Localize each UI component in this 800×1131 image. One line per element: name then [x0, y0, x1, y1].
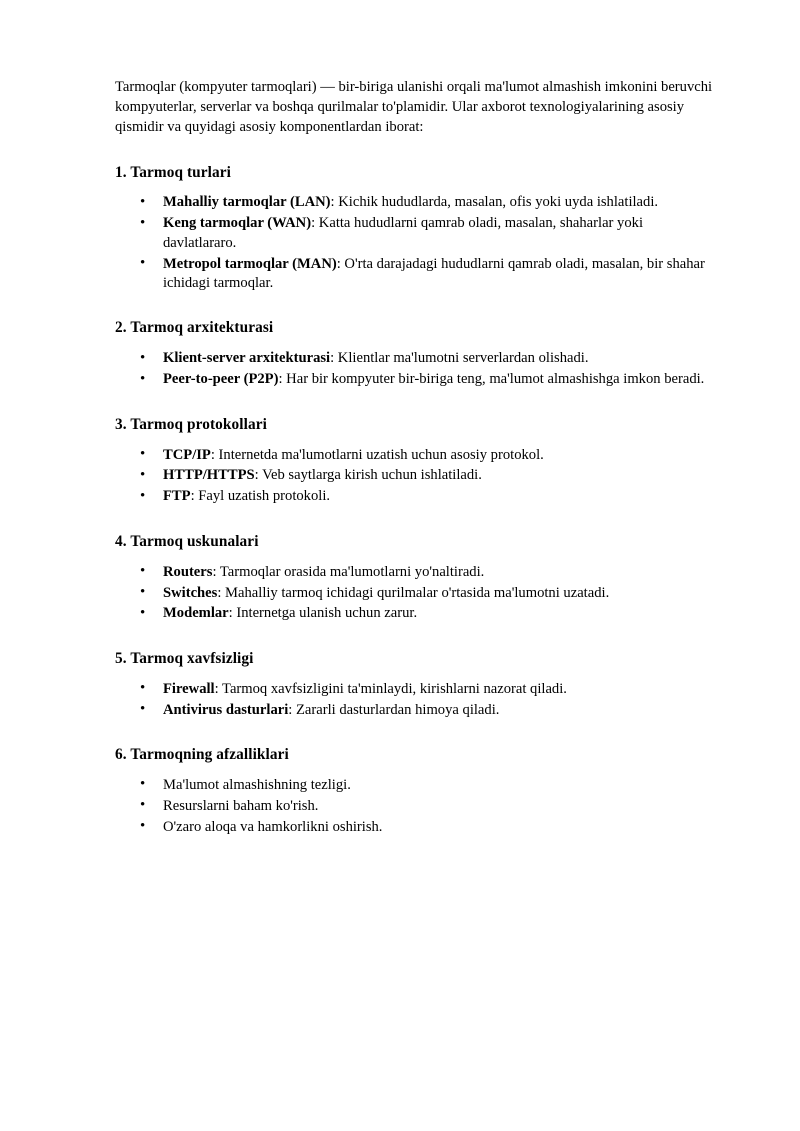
list-item-text: : Mahalliy tarmoq ichidagi qurilmalar o'rtasida ma'lumotni uzatadi. [217, 584, 610, 601]
list-item-label: Mahalliy tarmoqlar (LAN) [163, 194, 331, 211]
list-item [115, 797, 717, 816]
list-item-label: Klient-server arxitekturasi [163, 350, 331, 367]
list-item-text: : Tarmoqlar orasida ma'lumotlarni yo'naltiradi. [212, 563, 485, 580]
list-item-text: : O'rta darajadagi hududlarni qamrab oladi, masalan, bir shahar ichidagi tarmoqlar. [163, 255, 705, 292]
list-item-text: : Har bir kompyuter bir-biriga teng, ma'lumot almashishga imkon beradi. [278, 371, 705, 388]
intro-paragraph: Tarmoqlar (kompyuter tarmoqlari) — bir-biriga ulanishi orqali ma'lumot almashish imkonini beruvchi kompyuterlar, serverlar va boshqa qurilmalar to'plamidir. Ular axborot texnologiyalarining asosiy qismidir va quyidagi asosiy komponentlardan iborat: [115, 79, 713, 135]
list-item-text: Resurslarni baham ko'rish. [163, 797, 319, 814]
document-content [115, 78, 717, 837]
list-item-text: Ma'lumot almashishning tezligi. [163, 776, 351, 793]
section-heading-4: 4. Tarmoq uskunalari [115, 532, 259, 550]
section-list-2 [115, 349, 717, 389]
list-item [115, 701, 717, 720]
section-heading-3: 3. Tarmoq protokollari [115, 415, 267, 433]
list-item [115, 255, 717, 294]
list-item [115, 446, 717, 465]
list-item-text: O'zaro aloqa va hamkorlikni oshirish. [163, 818, 383, 835]
list-item-text: : Internetda ma'lumotlarni uzatish uchun asosiy protokol. [210, 446, 544, 463]
section-heading-6: 6. Tarmoqning afzalliklari [115, 746, 289, 763]
list-item [115, 680, 717, 699]
section-list-3 [115, 446, 717, 507]
list-item-text: : Fayl uzatish protokoli. [190, 488, 331, 505]
section-list-4 [115, 563, 717, 624]
list-item [115, 193, 717, 212]
section-list-6 [115, 776, 717, 837]
section-list-5 [115, 680, 717, 720]
list-item-text: : Internetga ulanish uchun zarur. [228, 605, 418, 622]
list-item-label: Keng tarmoqlar (WAN) [163, 215, 312, 232]
section-heading-1: 1. Tarmoq turlari [115, 163, 232, 181]
list-item-text: : Zararli dasturlardan himoya qiladi. [288, 701, 500, 718]
list-item [115, 776, 717, 795]
list-item [115, 563, 717, 582]
list-item [115, 584, 717, 603]
list-item-label: Switches [163, 584, 218, 601]
section-heading-5: 5. Tarmoq xavfsizligi [115, 649, 254, 667]
section-heading-2: 2. Tarmoq arxitekturasi [115, 319, 274, 337]
list-item-text: : Katta hududlarni qamrab oladi, masalan, shaharlar yoki davlatlararo. [163, 215, 643, 251]
list-item-label: Routers [163, 563, 213, 580]
list-item-label: Firewall [163, 680, 215, 697]
list-item [115, 818, 717, 837]
section-list-1 [115, 193, 717, 293]
list-item-text: : Tarmoq xavfsizligini ta'minlaydi, kirishlarni nazorat qiladi. [214, 680, 567, 697]
list-item [115, 370, 717, 389]
list-item-text: : Veb saytlarga kirish uchun ishlatiladi. [254, 467, 482, 484]
list-item-label: HTTP/HTTPS [163, 467, 255, 484]
list-item [115, 604, 717, 623]
list-item-label: TCP/IP [163, 446, 211, 463]
list-item [115, 466, 717, 485]
list-item-text: : Klientlar ma'lumotni serverlardan olishadi. [330, 350, 589, 367]
list-item [115, 214, 717, 253]
list-item [115, 349, 717, 368]
list-item-label: Modemlar [163, 605, 229, 622]
list-item [115, 487, 717, 506]
list-item-label: Metropol tarmoqlar (MAN) [163, 255, 337, 272]
list-item-label: FTP [163, 488, 191, 505]
list-item-label: Antivirus dasturlari [163, 701, 289, 718]
list-item-label: Peer-to-peer (P2P) [163, 371, 279, 388]
list-item-text: : Kichik hududlarda, masalan, ofis yoki uyda ishlatiladi. [330, 194, 659, 211]
